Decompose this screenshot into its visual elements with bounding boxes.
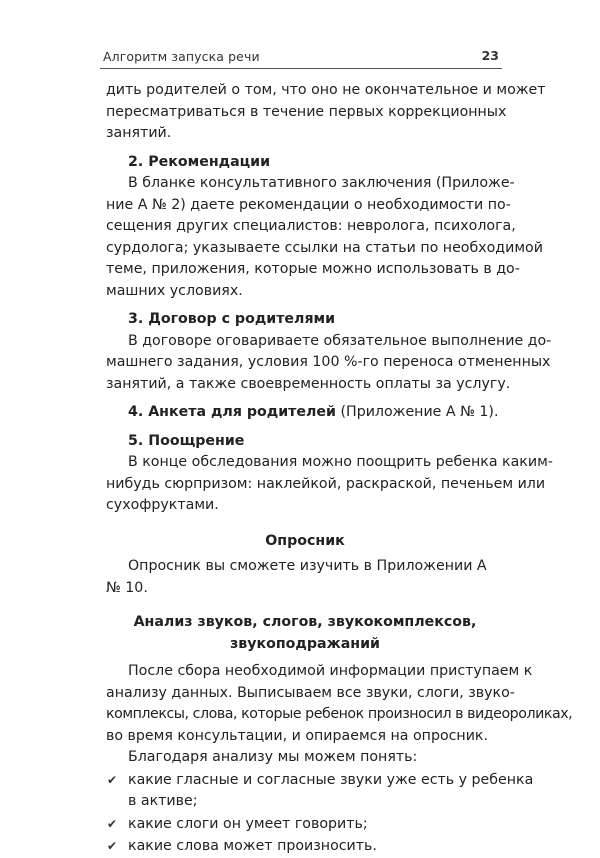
check-icon: ✔	[107, 816, 118, 831]
text-line: ние А № 2) даете рекомендации о необходимости по-	[106, 196, 511, 213]
text-line: в активе;	[128, 793, 198, 809]
contract-paragraph	[106, 331, 552, 396]
text-line: нибудь сюрпризом: наклейкой, раскраской, печеньем или	[106, 475, 546, 492]
analysis-checklist	[106, 770, 534, 858]
check-icon: ✔	[107, 772, 118, 787]
oprosnik-heading: Опросник	[265, 532, 345, 549]
text-line: комплексы, слова, которые ребенок произносил в видеороликах,	[106, 706, 573, 722]
page-header	[100, 46, 502, 69]
checklist-item	[106, 814, 504, 836]
analysis-paragraph	[106, 661, 573, 747]
recommendations-paragraph	[106, 173, 543, 302]
text-line: После сбора необходимой информации приступаем к	[128, 663, 533, 679]
analysis-lead-in: Благодаря анализу мы можем понять:	[128, 749, 418, 765]
text-line: какие гласные и согласные звуки уже есть у ребенка	[128, 771, 534, 788]
text-line: занятий, а также своевременность оплаты за услугу.	[106, 375, 511, 392]
checklist-item	[106, 836, 504, 858]
text-line: дить родителей о том, что оно не окончательное и может	[106, 82, 546, 98]
heading-text: 4. Анкета для родителей	[128, 404, 336, 420]
checklist-item	[106, 770, 534, 813]
analysis-heading	[106, 611, 504, 655]
text-line: занятий.	[106, 125, 172, 141]
intro-paragraph	[106, 80, 546, 145]
text-line: машних условиях.	[106, 282, 243, 299]
text-line: В конце обследования можно поощрить ребенка каким-	[128, 454, 553, 470]
text-line: В договоре оговариваете обязательное выполнение до-	[128, 332, 552, 349]
text-line: анализу данных. Выписываем все звуки, слоги, звуко-	[106, 684, 515, 701]
section-heading-reward: 5. Поощрение	[128, 432, 245, 449]
text-line: какие слова может произносить.	[128, 838, 377, 854]
text-line: какие слоги он умеет говорить;	[128, 815, 368, 832]
reward-paragraph	[106, 452, 553, 517]
text-line: сухофруктами.	[106, 497, 219, 513]
section-heading-parent-questionnaire	[106, 402, 504, 424]
text-line: во время консультации, и опираемся на опросник.	[106, 727, 489, 744]
text-line: сурдолога; указываете ссылки на статьи по необходимой	[106, 239, 543, 256]
oprosnik-paragraph: Опросник вы сможете изучить в Приложении А № 10.	[106, 558, 487, 596]
section-heading-recommendations: 2. Рекомендации	[128, 153, 271, 170]
text-line: сещения других специалистов: невролога, психолога,	[106, 218, 516, 234]
text-line: теме, приложения, которые можно использовать в до-	[106, 261, 520, 277]
text-line: пересматриваться в течение первых коррекционных	[106, 103, 507, 120]
page-content	[106, 80, 573, 858]
heading-line: Анализ звуков, слогов, звукокомплексов,	[133, 614, 477, 630]
section-heading-contract: 3. Договор с родителями	[128, 311, 336, 327]
heading-line: звукоподражаний	[230, 636, 380, 652]
text-line: машнего задания, условия 100 %-го переноса отмененных	[106, 354, 551, 370]
running-header-title: Алгоритм запуска речи	[103, 49, 260, 64]
text-line: В бланке консультативного заключения (Приложе-	[128, 175, 515, 191]
page-number: 23	[481, 48, 499, 63]
appendix-reference: (Приложение А № 1).	[335, 404, 499, 420]
check-icon: ✔	[107, 839, 118, 853]
